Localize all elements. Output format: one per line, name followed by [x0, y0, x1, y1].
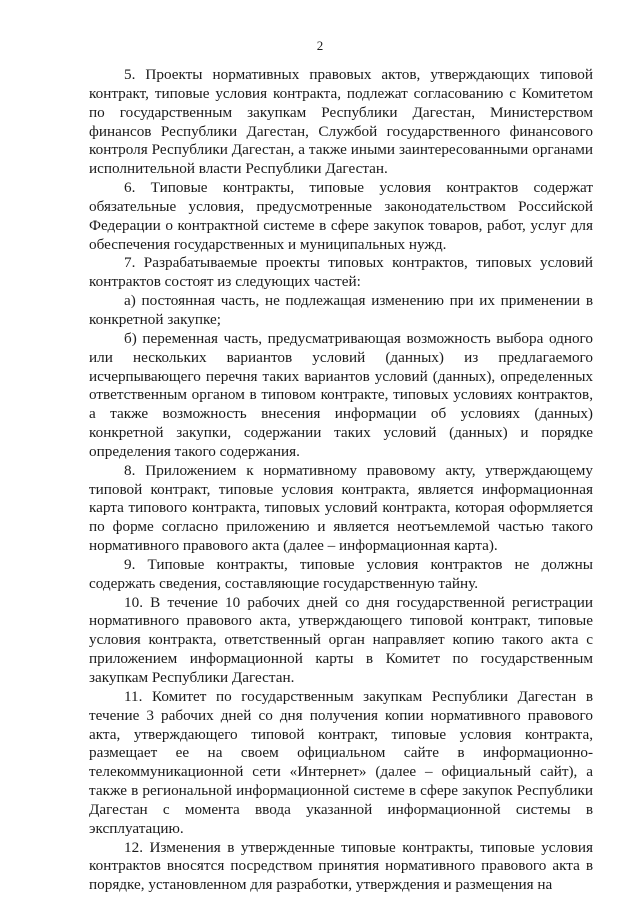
- paragraph-7b: б) переменная часть, предусматривающая возможность выбора одного или нескольких вариантов условий (данных) из предлагаемого исчерпывающего перечня таких вариантов условий (данных), определенных ответственным органом в типовом контракте, типовых условиях контрактов, а также возможность внесения информации об условиях (данных) конкретной закупки, содержании таких условий (данных) и порядке определения такого содержания.: [89, 329, 593, 460]
- paragraph-10: 10. В течение 10 рабочих дней со дня государственной регистрации нормативного правового акта, утверждающего типовой контракт, типовые условия контракта, ответственный орган направляет копию такого акта с приложением информационной карты в Комитет по государственным закупкам Республики Дагестан.: [89, 593, 593, 686]
- paragraph-6: 6. Типовые контракты, типовые условия контрактов содержат обязательные условия, предусмотренные законодательством Российской Федерации о контрактной системе в сфере закупок товаров, работ, услуг для обеспечения государственных и муниципальных нужд.: [89, 179, 593, 253]
- paragraph-7: 7. Разрабатываемые проекты типовых контрактов, типовых условий контрактов состоят из следующих частей:: [89, 254, 593, 291]
- paragraph-8: 8. Приложением к нормативному правовому акту, утверждающему типовой контракт, типовые условия контракта, является информационная карта типового контракта, типовых условий контракта, которая оформляется по форме согласно приложению и является неотъемлемой частью такого нормативного правового акта (далее – информационная карта).: [89, 461, 593, 555]
- paragraph-5: 5. Проекты нормативных правовых актов, утверждающих типовой контракт, типовые условия контракта, подлежат согласованию с Комитетом по государственным закупкам Республики Дагестан, Министерством финансов Республики Дагестан, Службой государственного финансового контроля Республики Дагестан, а также иными заинтересованными органами исполнительной власти Республики Дагестан.: [89, 66, 593, 178]
- paragraph-11: 11. Комитет по государственным закупкам Республики Дагестан в течение 3 рабочих дней со дня получения копии нормативного правового акта, утверждающего типовой контракт, типовые условия контракта, размещает ее на своем официальном сайте в информационно-телекоммуникационной сети «Интернет» (далее – официальный сайт), а также в региональной информационной системе в сфере закупок Республики Дагестан с момента ввода указанной информационной системы в эксплуатацию.: [89, 687, 593, 837]
- paragraph-12: 12. Изменения в утвержденные типовые контракты, типовые условия контрактов вносятся посредством принятия нормативного правового акта в порядке, установленном для разработки, утверждения и размещения на: [89, 838, 593, 894]
- paragraph-9: 9. Типовые контракты, типовые условия контрактов не должны содержать сведения, составляющие государственную тайну.: [89, 555, 593, 592]
- page-number: 2: [316, 38, 324, 53]
- document-body: [89, 66, 593, 895]
- paragraph-7a: а) постоянная часть, не подлежащая изменению при их применении в конкретной закупке;: [89, 292, 593, 328]
